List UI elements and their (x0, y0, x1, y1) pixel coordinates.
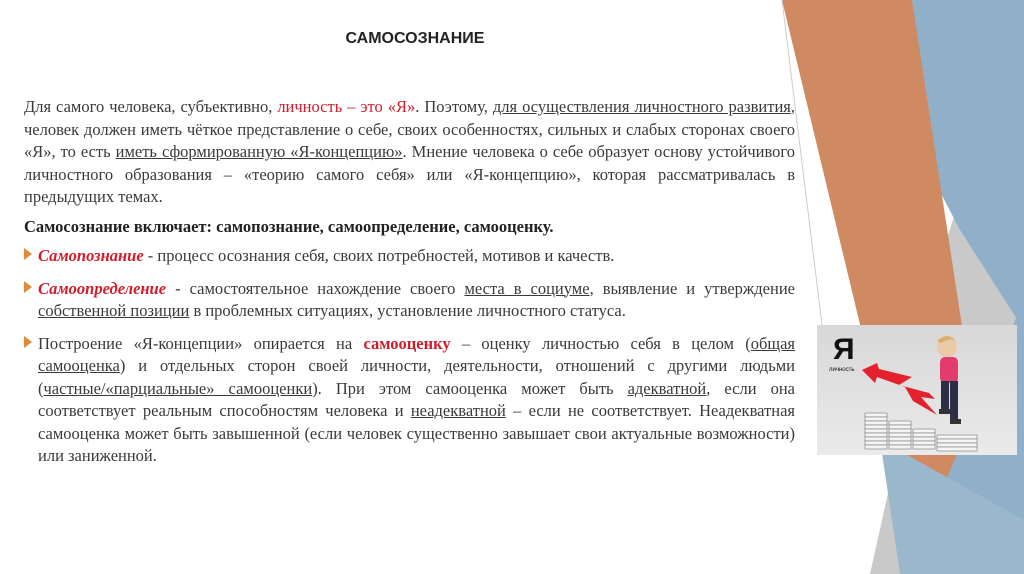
bullet-samoopredelenie: Самоопределение - самостоятельное нахождение своего места в социуме, выявление и утверждение собственной позиции в проблемных ситуациях, установление личностного статуса. (24, 278, 795, 323)
underlined-phrase: для осуществления личностного развития (492, 97, 791, 116)
term-samopoznanie: Самопознание (38, 246, 144, 265)
underlined-phrase: иметь сформированную «Я-концепцию» (115, 142, 403, 161)
bullet-arrow-icon (24, 281, 32, 293)
term-samoocenka: самооценку (363, 333, 451, 353)
bullet-arrow-icon (24, 248, 32, 260)
bullet-samopoznanie: Самопознание - процесс осознания себя, своих потребностей, мотивов и качеств. (24, 245, 795, 268)
bullet-samoocenka: Построение «Я-концепции» опирается на самооценку – оценку личностью себя в целом (общая самооценка) и отдельных сторон своей личности, деятельности, отношений с другими людьми (частные/«парциальные» самооценки). При этом самооценка может быть адекватной, если она соответствует реальным способностям человека и неадекватной – если не соответствует. Неадекватная самооценка может быть завышенной (если человек существенно завышает свои актуальные возможности) или заниженной. (24, 333, 795, 468)
intro-paragraph: Для самого человека, субъективно, личность – это «Я». Поэтому, для осуществления личностного развития, человек должен иметь чёткое представление о себе, своих особенностях, сильных и слабых сторонах своего «Я», то есть иметь сформированную «Я-концепцию». Мнение человека о себе образует основу устойчивого личностного образования – «теорию самого себя» или «Я-концепцию», которая рассматривалась в предыдущих темах. (24, 97, 795, 206)
term-samoopredelenie: Самоопределение (38, 278, 167, 298)
bullet-arrow-icon (24, 336, 32, 348)
slide-title: САМОСОЗНАНИЕ (345, 30, 485, 47)
illustration-child-stairs (817, 325, 1017, 455)
ya-caption: личность (829, 367, 855, 373)
includes-line: Самосознание включает: самопознание, самоопределение, самооценку. (24, 216, 554, 236)
book-stairs (865, 413, 977, 451)
red-zigzag-arrow-icon (862, 363, 937, 415)
slide-content (24, 96, 795, 478)
highlight-lichnost: личность – это «Я» (277, 97, 416, 116)
child-figure (937, 336, 961, 424)
ya-letter: Я (833, 333, 855, 366)
